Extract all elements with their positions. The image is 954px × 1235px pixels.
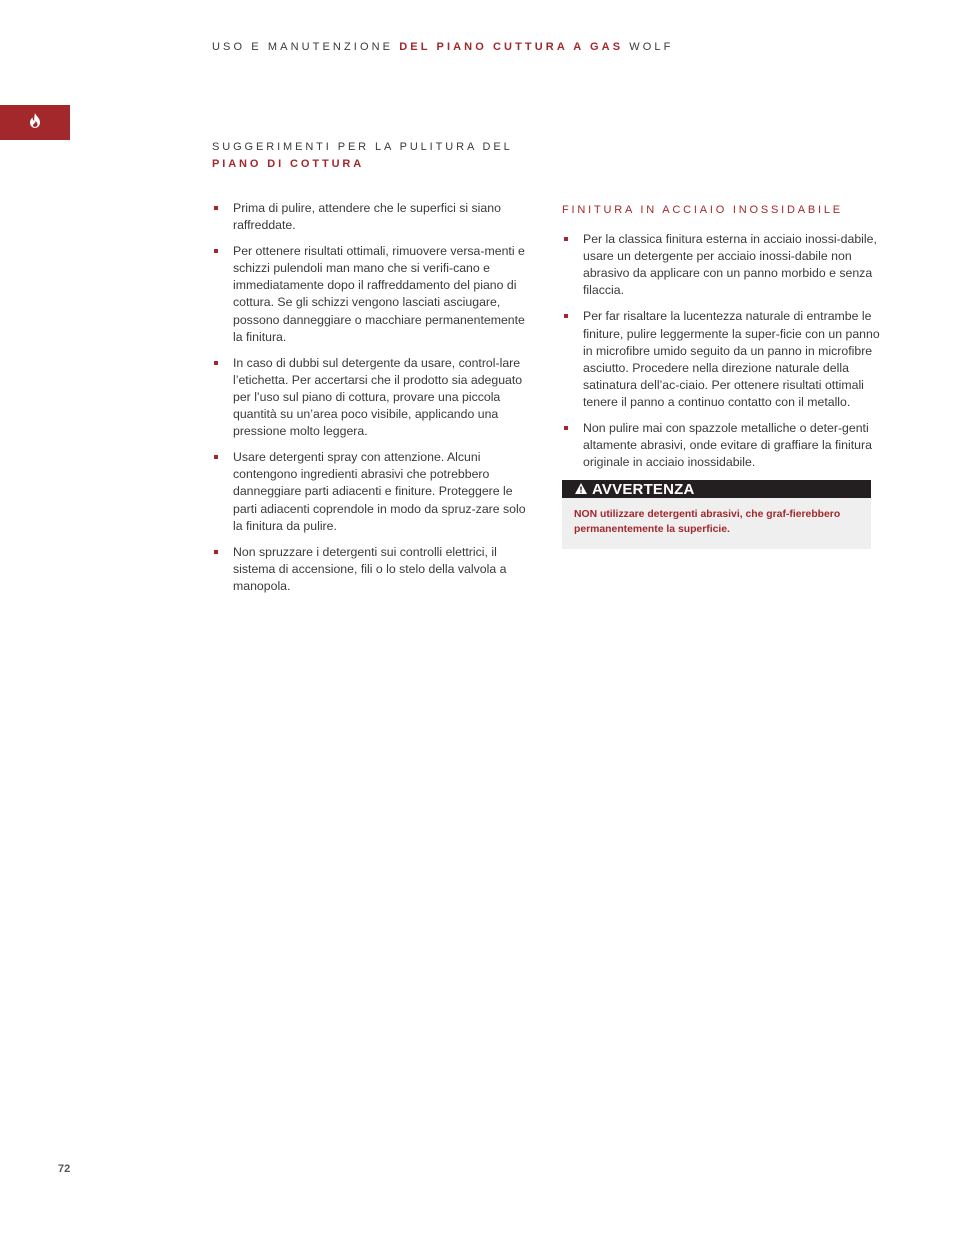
list-item: Prima di pulire, attendere che le superfici si siano raffreddate.	[212, 200, 534, 234]
list-item: Per la classica finitura esterna in acciaio inossi-dabile, usare un detergente per acciaio inossi-dabile non abrasivo da applicare con un panno morbido e senza filaccia.	[562, 231, 882, 299]
page-header	[212, 41, 673, 53]
list-item: Non pulire mai con spazzole metalliche o deter-genti altamente abrasivi, onde evitare di graffiare la finitura originale in acciaio inossidabile.	[562, 420, 882, 471]
flame-icon	[29, 113, 41, 133]
warning-header	[562, 480, 871, 498]
list-item: In caso di dubbi sul detergente da usare, control-lare l’etichetta. Per accertarsi che il prodotto sia adeguato per l’uso sul piano di cottura, provare una piccola quantità su un’area poco visibile, applicando una pressione molto leggera.	[212, 355, 534, 440]
section-title-line2: PIANO DI COTTURA	[212, 158, 365, 170]
page-number: 72	[58, 1163, 71, 1175]
right-column	[562, 200, 882, 549]
section-tab	[0, 105, 70, 140]
header-brand: WOLF	[623, 41, 674, 53]
list-item: Per ottenere risultati ottimali, rimuovere versa-menti e schizzi pulendoli man mano che si verifi-cano e immediatamente dopo il raffreddamento del piano di cottura. Se gli schizzi vengono lasciati asciugare, possono danneggiare o macchiare permanentemente la finitura.	[212, 243, 534, 346]
list-item: Usare detergenti spray con attenzione. Alcuni contengono ingredienti abrasivi che potrebbero danneggiare parti adiacenti e finiture. Proteggere le parti adiacenti coprendole in modo da spruz-zare solo la finitura da pulire.	[212, 449, 534, 534]
stainless-subheading: FINITURA IN ACCIAIO INOSSIDABILE	[562, 204, 843, 216]
warning-title: AVVERTENZA	[592, 480, 695, 498]
left-column	[212, 200, 534, 604]
stainless-tips-list	[562, 231, 882, 471]
list-item: Per far risaltare la lucentezza naturale di entrambe le finiture, pulire leggermente la super-ficie con un panno in microfibre umido seguito da un panno in microfibre asciutto. Procedere nella direzione naturale della satinatura dell’ac-ciaio. Per ottenere risultati ottimali tenere il panno a continuo contatto con il metallo.	[562, 308, 882, 411]
warning-triangle-icon	[575, 481, 592, 498]
section-title-line1: SUGGERIMENTI PER LA PULITURA DEL	[212, 141, 513, 153]
list-item: Non spruzzare i detergenti sui controlli elettrici, il sistema di accensione, fili o lo stelo della valvola a manopola.	[212, 544, 534, 595]
header-text: USO E MANUTENZIONE	[212, 41, 400, 53]
warning-text: NON utilizzare detergenti abrasivi, che graf-fierebbero permanentemente la superficie.	[574, 509, 841, 536]
section-title	[212, 139, 513, 173]
header-accent-text: DEL PIANO CUTTURA A GAS	[399, 41, 624, 53]
cleaning-tips-list	[212, 200, 534, 595]
warning-box	[562, 480, 871, 549]
